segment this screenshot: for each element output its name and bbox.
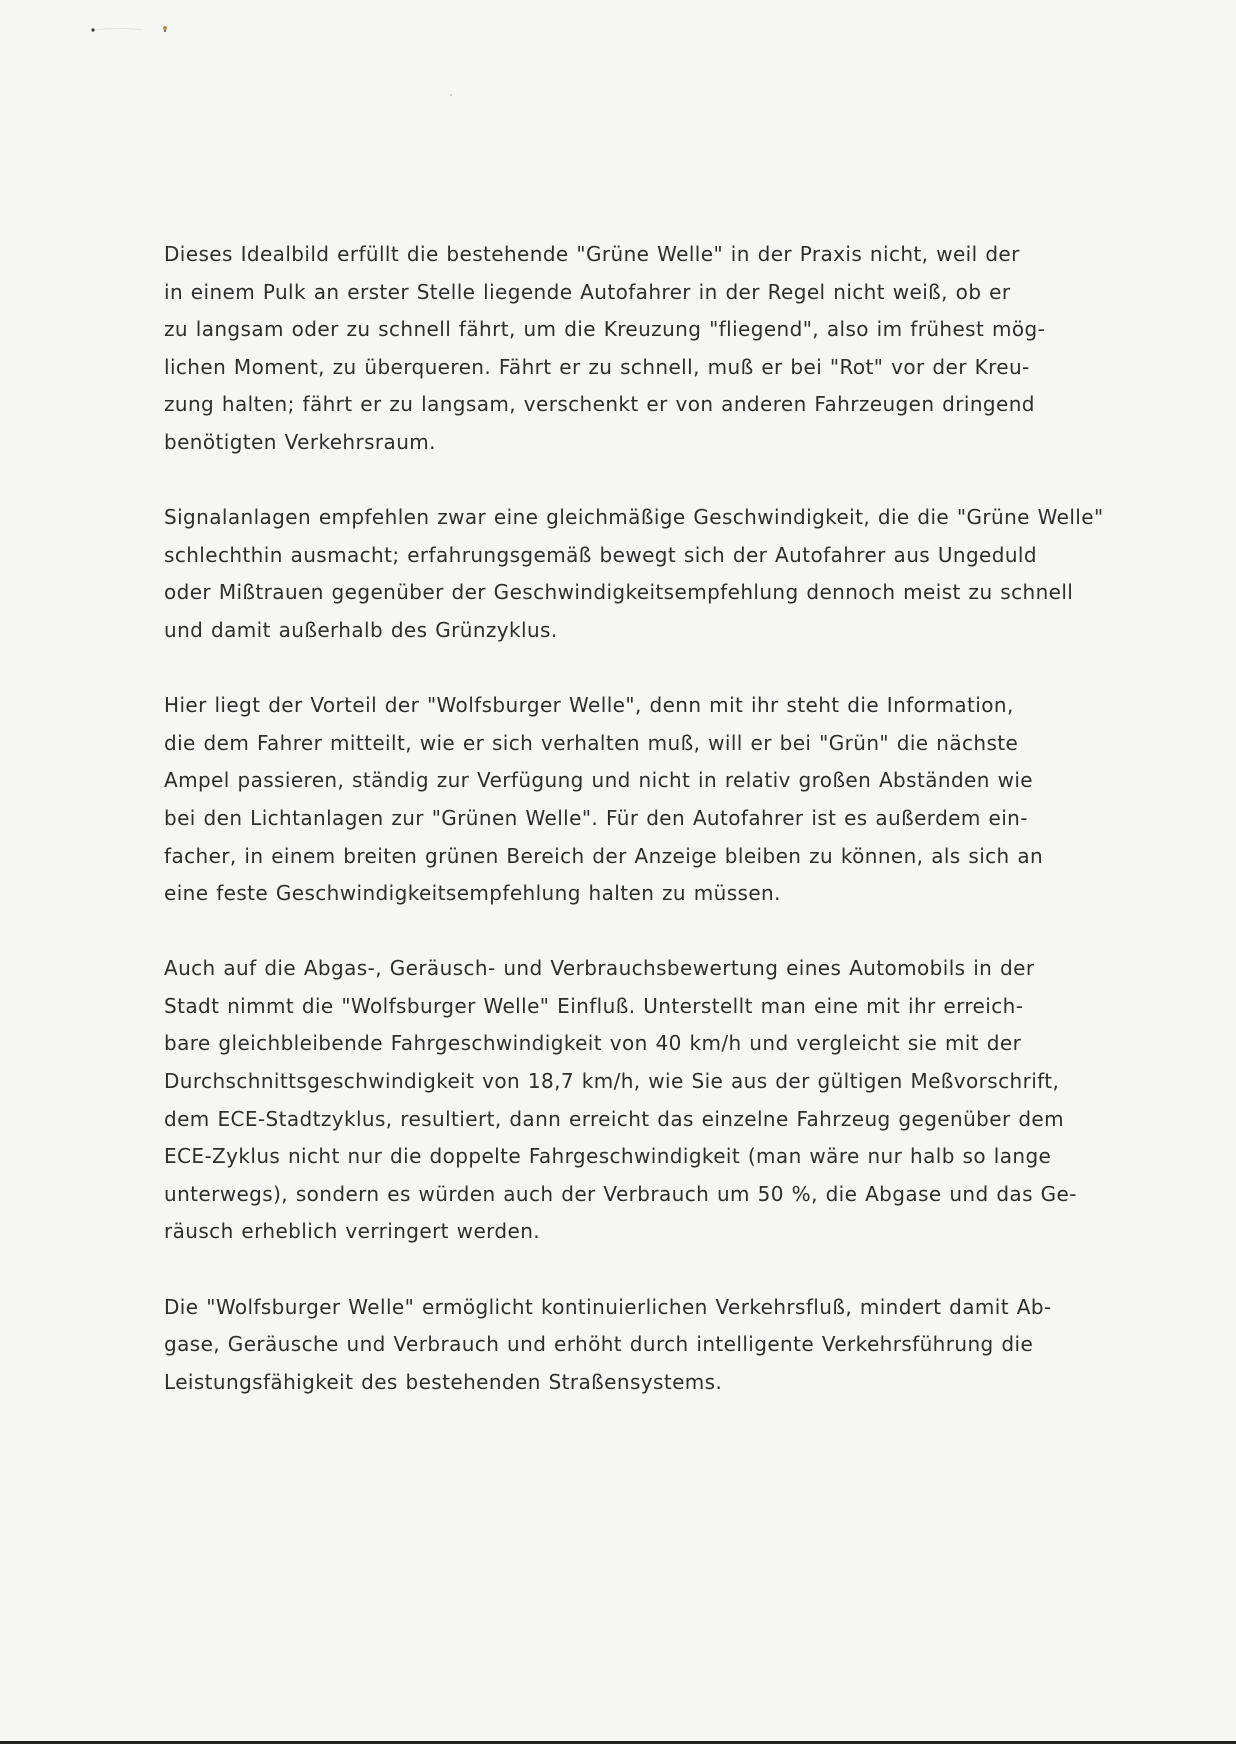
text-line: Stadt nimmt die "Wolfsburger Welle" Einfluß. Unterstellt man eine mit ihr erreich- — [164, 993, 1024, 1018]
paragraph — [164, 1289, 1164, 1402]
paragraph-gap — [164, 913, 1164, 951]
paragraph — [164, 687, 1164, 913]
text-line: Durchschnittsgeschwindigkeit von 18,7 km/h, wie Sie aus der gültigen Meßvorschrift, — [164, 1069, 1060, 1094]
text-line: benötigten Verkehrsraum. — [164, 429, 436, 454]
text-line: facher, in einem breiten grünen Bereich der Anzeige bleiben zu können, als sich an — [164, 843, 1044, 868]
text-line: oder Mißtrauen gegenüber der Geschwindigkeitsempfehlung dennoch meist zu schnell — [164, 580, 1074, 605]
text-line: bare gleichbleibende Fahrgeschwindigkeit von 40 km/h und vergleicht sie mit der — [164, 1031, 1022, 1056]
paragraph — [164, 499, 1164, 649]
text-line: Ampel passieren, ständig zur Verfügung und nicht in relativ großen Abständen wie — [164, 768, 1033, 793]
text-line: Dieses Idealbild erfüllt die bestehende "Grüne Welle" in der Praxis nicht, weil der — [164, 242, 1020, 266]
paragraph — [164, 236, 1164, 462]
text-line: Signalanlagen empfehlen zwar eine gleichmäßige Geschwindigkeit, die die "Grüne Welle" — [164, 505, 1104, 530]
text-line: in einem Pulk an erster Stelle liegende Autofahrer in der Regel nicht weiß, ob er — [164, 279, 1011, 304]
text-line: räusch erheblich verringert werden. — [164, 1219, 541, 1244]
text-line: bei den Lichtanlagen zur "Grünen Welle". Für den Autofahrer ist es außerdem ein- — [164, 805, 1028, 830]
text-line: schlechthin ausmacht; erfahrungsgemäß bewegt sich der Autofahrer aus Ungeduld — [164, 542, 1037, 567]
paragraph-gap — [164, 462, 1164, 500]
text-line: Auch auf die Abgas-, Geräusch- und Verbrauchsbewertung eines Automobils in der — [164, 956, 1035, 981]
paragraph — [164, 950, 1164, 1251]
text-line: Die "Wolfsburger Welle" ermöglicht kontinuierlichen Verkehrsfluß, mindert damit Ab- — [164, 1294, 1052, 1319]
paragraph-gap — [164, 1251, 1164, 1289]
text-line: ECE-Zyklus nicht nur die doppelte Fahrgeschwindigkeit (man wäre nur halb so lange — [164, 1144, 1052, 1169]
paper-speck — [450, 94, 452, 96]
staple-mark — [88, 22, 172, 34]
text-line: dem ECE-Stadtzyklus, resultiert, dann erreicht das einzelne Fahrzeug gegenüber dem — [164, 1106, 1065, 1131]
text-line: und damit außerhalb des Grünzyklus. — [164, 617, 558, 642]
text-line: zu langsam oder zu schnell fährt, um die Kreuzung "fliegend", also im frühest mög- — [164, 317, 1046, 342]
text-line: zung halten; fährt er zu langsam, verschenkt er von anderen Fahrzeugen dringend — [164, 392, 1035, 417]
text-line: eine feste Geschwindigkeitsempfehlung halten zu müssen. — [164, 881, 781, 906]
text-line: unterwegs), sondern es würden auch der Verbrauch um 50 %, die Abgase und das Ge- — [164, 1181, 1077, 1206]
paragraph-gap — [164, 650, 1164, 688]
text-line: Hier liegt der Vorteil der "Wolfsburger Welle", denn mit ihr steht die Information, — [164, 693, 1014, 718]
body-text — [164, 236, 1164, 1401]
text-line: lichen Moment, zu überqueren. Fährt er zu schnell, muß er bei "Rot" vor der Kreu- — [164, 354, 1030, 379]
text-line: Leistungsfähigkeit des bestehenden Straßensystems. — [164, 1369, 723, 1394]
text-line: gase, Geräusche und Verbrauch und erhöht durch intelligente Verkehrsführung die — [164, 1332, 1034, 1357]
text-line: die dem Fahrer mitteilt, wie er sich verhalten muß, will er bei "Grün" die nächste — [164, 730, 1019, 755]
